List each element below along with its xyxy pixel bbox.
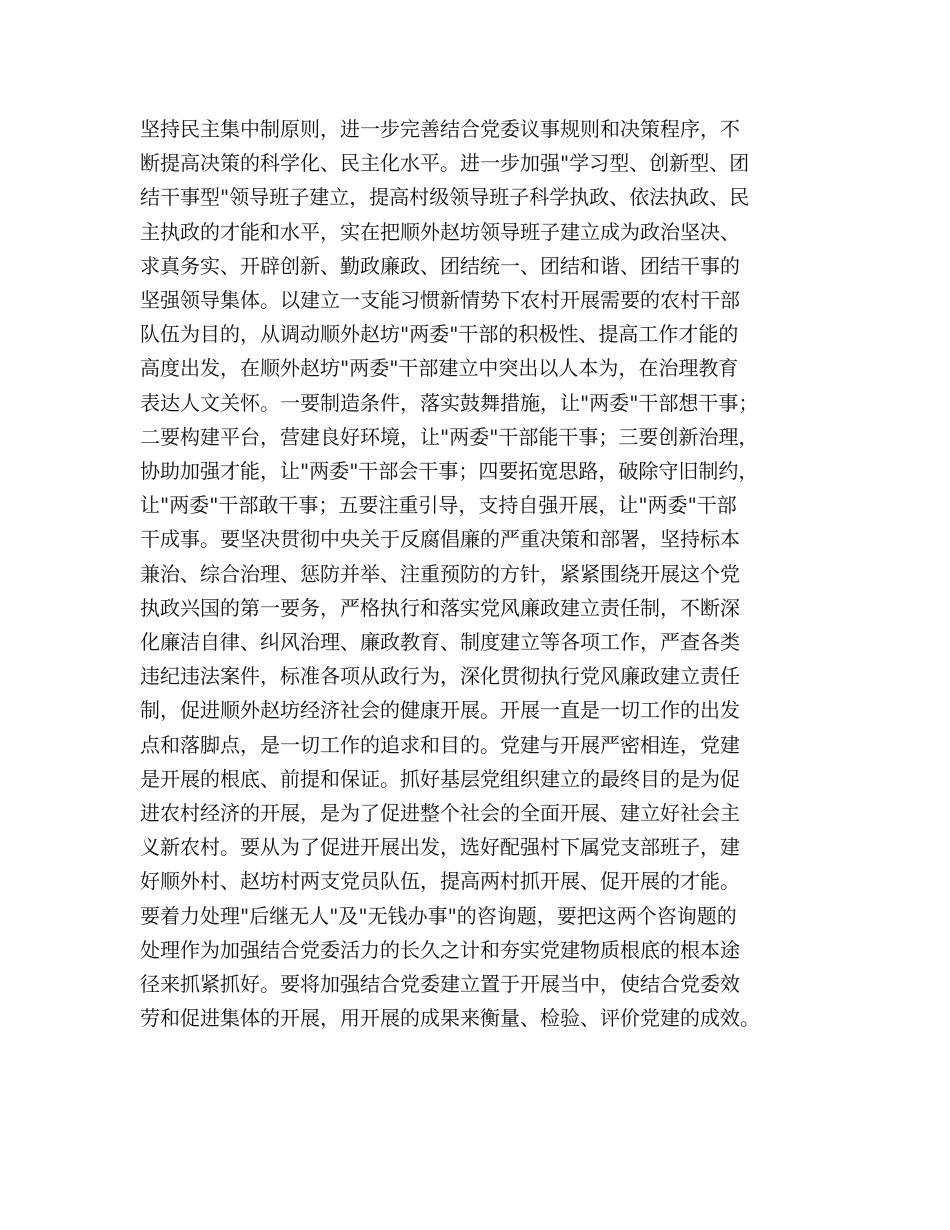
text-line: 坚强领导集体。以建立一支能习惯新情势下农村开展需要的农村干部	[140, 288, 740, 313]
text-line: 求真务实、开辟创新、勤政廉政、团结统一、团结和谐、团结干事的	[140, 253, 740, 278]
text-line: 二要构建平台，营建良好环境，让"两委"干部能干事；三要创新治理，	[140, 424, 759, 449]
text-line: 结干事型"领导班子建立，提高村级领导班子科学执政、依法执政、民	[140, 185, 750, 210]
text-line: 干成事。要坚决贯彻中央关于反腐倡廉的严重决策和部署，坚持标本	[140, 527, 740, 552]
text-line: 制，促进顺外赵坊经济社会的健康开展。开展一直是一切工作的出发	[140, 698, 740, 723]
text-line: 坚持民主集中制原则，进一步完善结合党委议事规则和决策程序，不	[140, 117, 740, 141]
text-line: 违纪违法案件，标准各项从政行为，深化贯彻执行党风廉政建立责任	[140, 664, 740, 689]
text-line: 兼治、综合治理、惩防并举、注重预防的方针，紧紧围绕开展这个党	[140, 561, 740, 586]
text-line: 好顺外村、赵坊村两支党员队伍，提高两村抓开展、促开展的才能。	[140, 869, 740, 894]
text-line: 协助加强才能，让"两委"干部会干事；四要拓宽思路，破除守旧制约，	[140, 459, 759, 484]
text-line: 队伍为目的，从调动顺外赵坊"两委"干部的积极性、提高工作才能的	[140, 322, 739, 347]
text-line: 主执政的才能和水平，实在把顺外赵坊领导班子建立成为政治坚决、	[140, 219, 740, 244]
text-line: 化廉洁自律、纠风治理、廉政教育、制度建立等各项工作，严查各类	[140, 630, 740, 655]
text-line: 进农村经济的开展，是为了促进整个社会的全面开展、建立好社会主	[140, 801, 740, 826]
text-line: 义新农村。要从为了促进开展出发，选好配强村下属党支部班子，建	[140, 835, 740, 860]
text-line: 点和落脚点，是一切工作的追求和目的。党建与开展严密相连，党建	[140, 732, 740, 757]
text-line: 径来抓紧抓好。要将加强结合党委建立置于开展当中，使结合党委效	[140, 972, 740, 997]
text-line: 让"两委"干部敢干事；五要注重引导，支持自强开展，让"两委"干部	[140, 493, 737, 518]
text-line: 断提高决策的科学化、民主化水平。进一步加强"学习型、创新型、团	[140, 151, 750, 176]
text-line: 要着力处理"后继无人"及"无钱办事"的咨询题，要把这两个咨询题的	[140, 903, 737, 928]
text-line: 是开展的根底、前提和保证。抓好基层党组织建立的最终目的是为促	[140, 766, 740, 791]
text-line: 执政兴国的第一要务，严格执行和落实党风廉政建立责任制，不断深	[140, 595, 740, 620]
text-line: 劳和促进集体的开展，用开展的成果来衡量、检验、评价党建的成效。	[140, 1006, 760, 1031]
text-line: 处理作为加强结合党委活力的长久之计和夯实党建物质根底的根本途	[140, 937, 740, 962]
text-line: 高度出发，在顺外赵坊"两委"干部建立中突出以人本为，在治理教育	[140, 356, 739, 381]
body-paragraph	[140, 112, 840, 1035]
text-line: 表达人文关怀。一要制造条件，落实鼓舞措施，让"两委"干部想干事；	[140, 390, 759, 415]
